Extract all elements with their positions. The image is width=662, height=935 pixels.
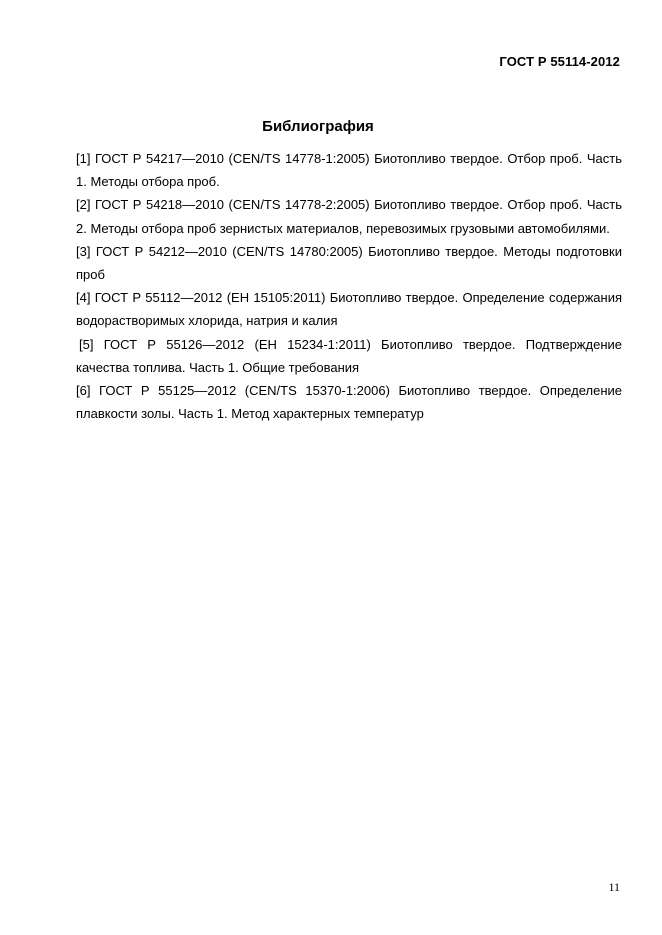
bibliography-title: Библиография bbox=[262, 118, 374, 135]
bibliography-entry-4: [4] ГОСТ Р 55112—2012 (ЕН 15105:2011) Биотопливо твердое. Определение содержания водорастворимых хлорида, натрия и калия bbox=[76, 290, 622, 329]
bibliography-entry-6: [6] ГОСТ Р 55125—2012 (CEN/TS 15370-1:2006) Биотопливо твердое. Определение плавкости золы. Часть 1. Метод характерных температур bbox=[76, 383, 622, 422]
page-number: 11 bbox=[608, 880, 620, 894]
document-code-header: ГОСТ Р 55114-2012 bbox=[499, 54, 620, 69]
bibliography-entry-5: [5] ГОСТ Р 55126—2012 (ЕН 15234-1:2011) Биотопливо твердое. Подтверждение качества топлива. Часть 1. Общие требования bbox=[76, 336, 622, 375]
bibliography-list bbox=[76, 147, 622, 425]
bibliography-entry-1: [1] ГОСТ Р 54217—2010 (CEN/TS 14778-1:2005) Биотопливо твердое. Отбор проб. Часть 1. Методы отбора проб. bbox=[76, 151, 622, 190]
bibliography-entry-3: [3] ГОСТ Р 54212—2010 (CEN/TS 14780:2005) Биотопливо твердое. Методы подготовки проб bbox=[76, 243, 622, 283]
bibliography-entry-2: [2] ГОСТ Р 54218—2010 (CEN/TS 14778-2:2005) Биотопливо твердое. Отбор проб. Часть 2. Методы отбора проб зернистых материалов, перевозимых грузовыми автомобилями. bbox=[76, 197, 622, 236]
